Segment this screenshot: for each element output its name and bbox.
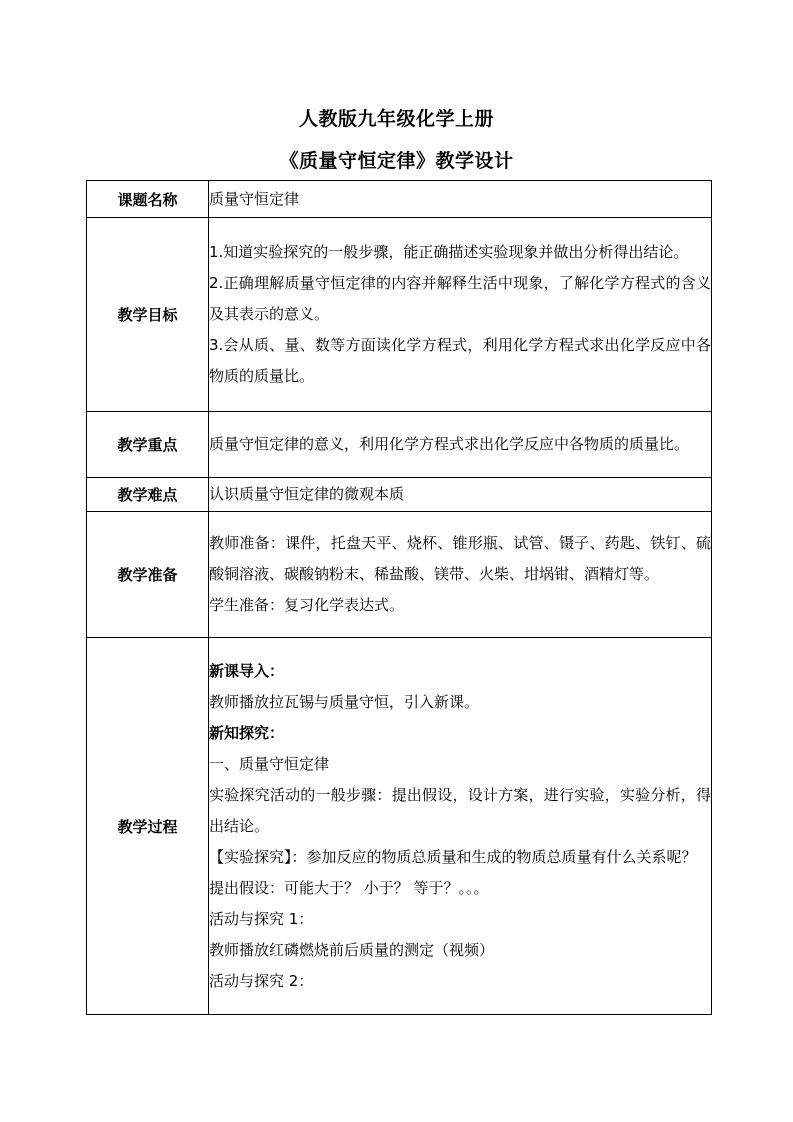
row-content-topic [209,181,712,218]
intro-heading: 新课导入： [209,661,285,680]
intro-text: 教师播放拉瓦锡与质量守恒，引入新课。 [209,692,480,711]
teacher-preparation: 教师准备：课件，托盘天平、烧杯、锥形瓶、试管、镊子、药匙、铁钉、硫酸铜溶液、碳酸钠粉末、稀盐酸、镁带、火柴、坩埚钳、酒精灯等。 [209,534,711,583]
difficulties-text: 认识质量守恒定律的微观本质 [209,485,405,503]
row-label-process: 教学过程 [87,638,209,1015]
student-preparation: 学生准备：复习化学表达式。 [209,596,405,614]
row-label-preparation: 教学准备 [87,512,209,638]
topic-text: 质量守恒定律 [209,189,300,208]
row-label-difficulties: 教学难点 [87,478,209,512]
section-heading-1: 一、质量守恒定律 [209,754,330,773]
table-row-process [87,638,712,1015]
row-label-topic: 课题名称 [87,181,209,218]
goal-item-2: 2.正确理解质量守恒定律的内容并解释生活中现象，了解化学方程式的含义及其表示的意义。 [209,274,711,323]
explore-heading: 新知探究： [209,723,285,742]
activity-1-label: 活动与探究 1： [209,909,314,928]
table-row-topic [87,181,712,218]
table-row-preparation [87,512,712,638]
lesson-plan-table [86,180,712,1015]
document-subtitle: 《质量守恒定律》教学设计 [279,150,514,172]
activity-2-label: 活动与探究 2： [209,971,314,990]
experiment-question: 【实验探究】：参加反应的物质总质量和生成的物质总质量有什么关系呢？ [209,847,697,866]
row-content-difficulties [209,478,712,512]
row-content-key-points [209,412,712,478]
goal-item-3: 3.会从质、量、数等方面读化学方程式，利用化学方程式求出化学反应中各物质的质量比。 [209,336,711,385]
row-content-preparation [209,512,712,638]
table-row-difficulties [87,478,712,512]
goal-item-1: 1.知道实验探究的一般步骤，能正确描述实验现象并做出分析得出结论。 [209,243,689,261]
table-row-key-points [87,412,712,478]
video-text: 教师播放红磷燃烧前后质量的测定（视频） [209,940,495,959]
row-content-goals [209,218,712,412]
steps-text: 实验探究活动的一般步骤：提出假设，设计方案，进行实验，实验分析，得出结论。 [209,785,711,835]
hypothesis-text: 提出假设：可能大于？ 小于？ 等于？。。。 [209,878,489,897]
key-points-text: 质量守恒定律的意义，利用化学方程式求出化学反应中各物质的质量比。 [209,435,690,453]
row-label-key-points: 教学重点 [87,412,209,478]
row-content-process [209,638,712,1015]
table-row-goals [87,218,712,412]
row-label-goals: 教学目标 [87,218,209,412]
document-title: 人教版九年级化学上册 [298,108,494,130]
